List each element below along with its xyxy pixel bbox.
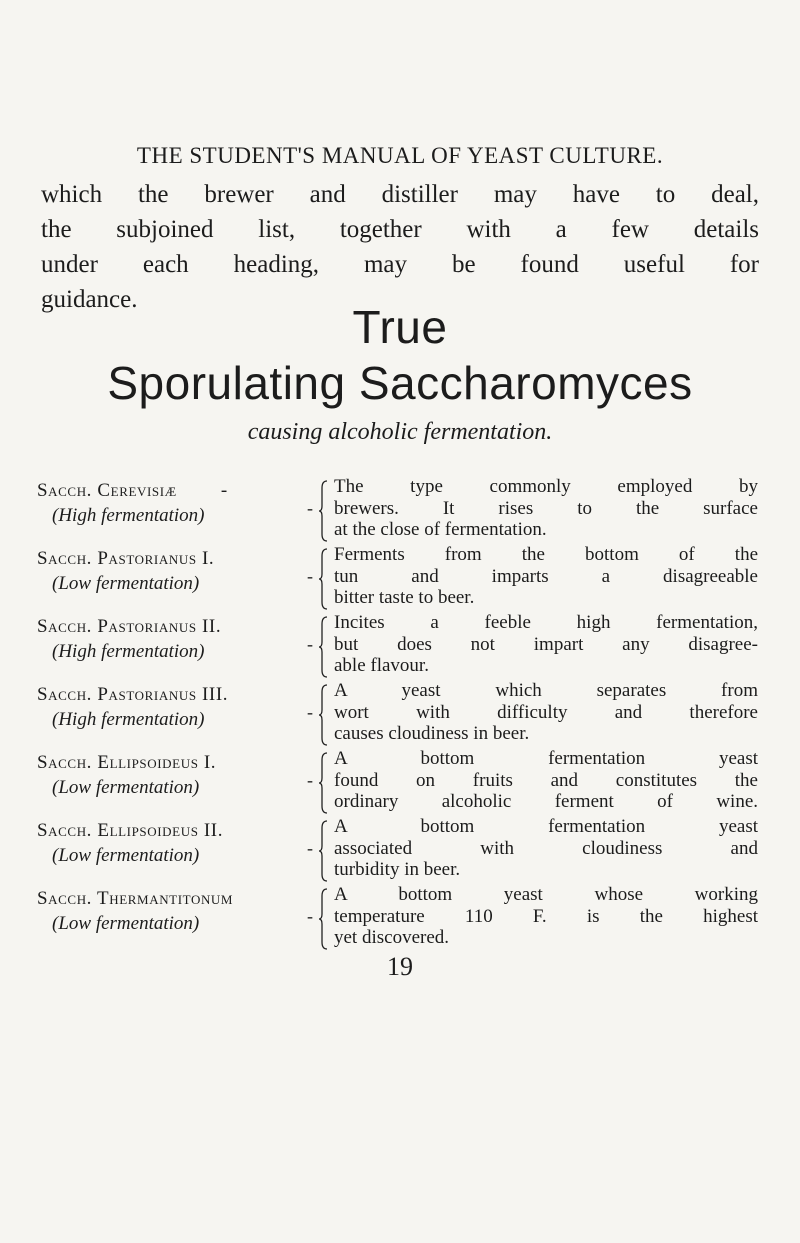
section-title-line2: Sporulating Saccharomyces [107, 357, 693, 409]
species-fermentation-type: (Low fermentation) [52, 573, 200, 594]
species-description: A yeast which separates from wort with difficulty and therefore causes cloudiness in beer. [334, 680, 758, 744]
species-name: Sacch. Ellipsoideus II. [37, 820, 224, 841]
brace-icon [319, 548, 328, 610]
species-name: Sacch. Pastorianus I. [37, 548, 215, 569]
species-entry [0, 680, 800, 750]
species-entry [0, 544, 800, 614]
entry-dash: - [307, 770, 313, 790]
species-entry [0, 612, 800, 682]
intro-line: the subjoined list, together with a few details [41, 216, 759, 243]
species-fermentation-type: (Low fermentation) [52, 913, 200, 934]
brace-icon [319, 616, 328, 678]
species-entry [0, 816, 800, 886]
species-name: Sacch. Pastorianus II. [37, 616, 222, 637]
species-fermentation-type: (High fermentation) [52, 505, 205, 526]
species-description: A bottom fermentation yeast found on fruits and constitutes the ordinary alcoholic ferment of wine. [334, 748, 758, 812]
entry-dash: - [307, 906, 313, 926]
brace-icon [319, 820, 328, 882]
entry-dash: - [307, 702, 313, 722]
species-description: A bottom yeast whose working temperature 110 F. is the highest yet discovered. [334, 884, 758, 948]
entry-dash: - [307, 566, 313, 586]
section-title-line1: True [352, 301, 448, 353]
species-name: Sacch. Pastorianus III. [37, 684, 229, 705]
species-fermentation-type: (High fermentation) [52, 709, 205, 730]
entry-dash: - [307, 838, 313, 858]
intro-line: guidance. [41, 286, 138, 313]
brace-icon [319, 480, 328, 542]
species-entry [0, 476, 800, 546]
section-subtitle: causing alcoholic fermentation. [247, 419, 553, 445]
entry-dash: - [307, 634, 313, 654]
species-fermentation-type: (Low fermentation) [52, 777, 200, 798]
intro-line: which the brewer and distiller may have to deal, [41, 181, 759, 208]
brace-icon [319, 888, 328, 950]
species-name: Sacch. Cerevisiæ - [37, 480, 228, 501]
species-fermentation-type: (High fermentation) [52, 641, 205, 662]
species-description: The type commonly employed by brewers. It rises to the surface at the close of fermentation. [334, 476, 758, 540]
brace-icon [319, 684, 328, 746]
page-number: 19 [387, 952, 413, 981]
species-fermentation-type: (Low fermentation) [52, 845, 200, 866]
species-name: Sacch. Thermantitonum [37, 888, 234, 909]
species-description: A bottom fermentation yeast associated with cloudiness and turbidity in beer. [334, 816, 758, 880]
species-name: Sacch. Ellipsoideus I. [37, 752, 217, 773]
running-head: THE STUDENT'S MANUAL OF YEAST CULTURE. [136, 143, 664, 168]
entry-dash: - [307, 498, 313, 518]
brace-icon [319, 752, 328, 814]
species-entry [0, 884, 800, 954]
intro-line: under each heading, may be found useful for [41, 251, 759, 278]
species-entry [0, 748, 800, 818]
species-description: Ferments from the bottom of the tun and imparts a disagreeable bitter taste to beer. [334, 544, 758, 608]
species-description: Incites a feeble high fermentation, but does not impart any disagree- able flavour. [334, 612, 758, 676]
